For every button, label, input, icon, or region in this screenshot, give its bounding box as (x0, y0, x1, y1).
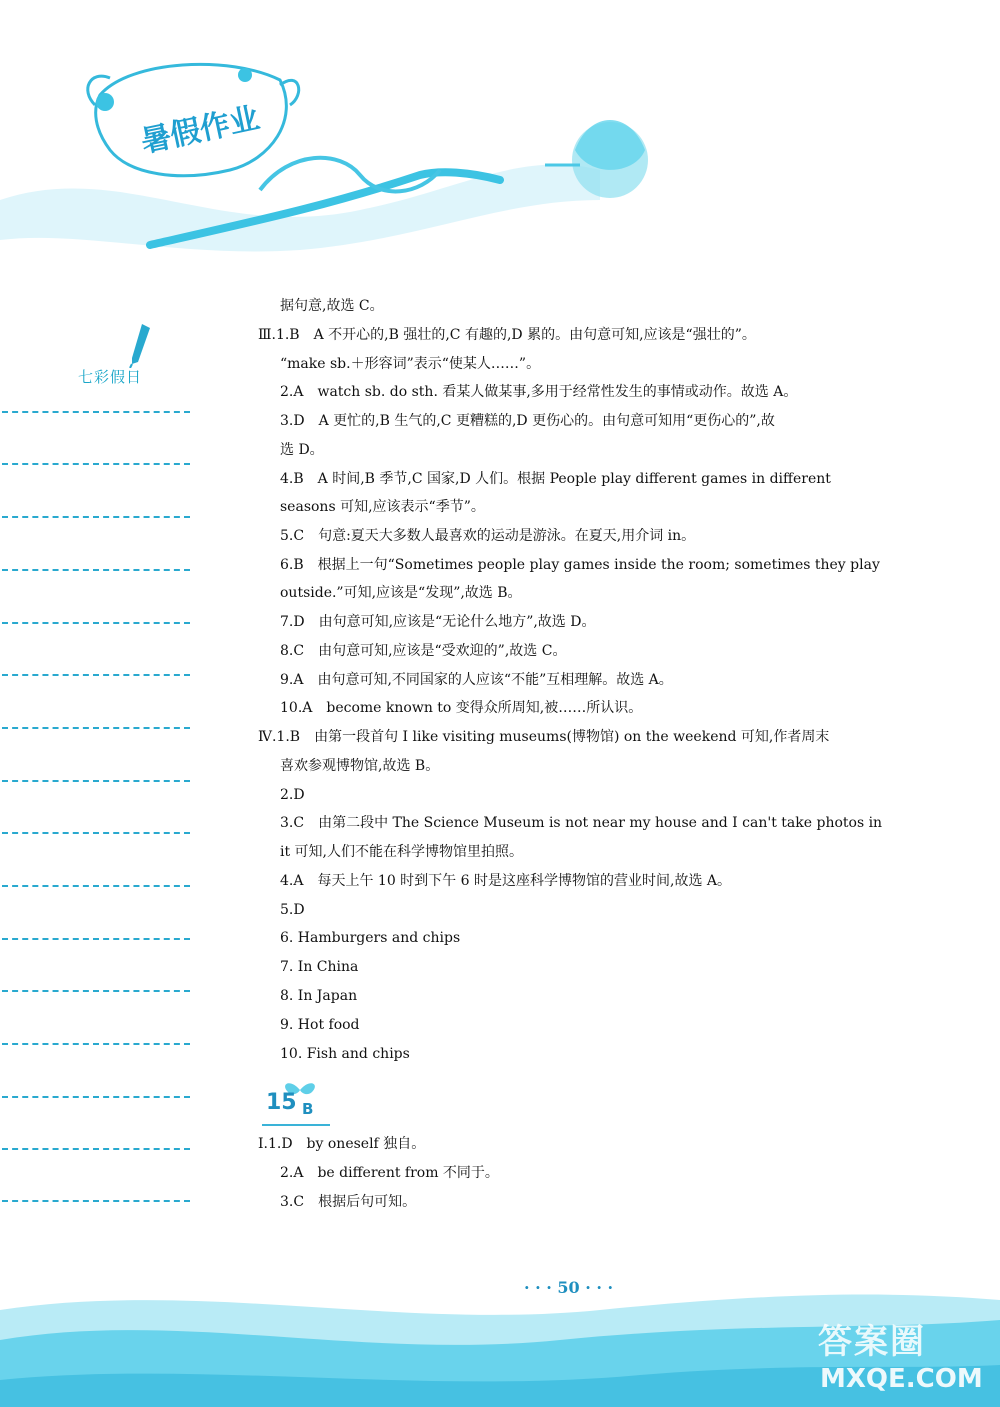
note-line (2, 674, 190, 676)
note-line (2, 569, 190, 571)
page-number: · · · 50 · · · (524, 1278, 614, 1297)
answer-line: 2.A be different from 不同于。 (280, 1165, 499, 1181)
lesson-underline (262, 1124, 330, 1126)
pen-icon (128, 322, 152, 368)
answer-line: 7. In China (280, 959, 359, 975)
header-badge-text: 暑假作业 (137, 100, 263, 160)
answer-line: 10. Fish and chips (280, 1046, 410, 1062)
sidebar-title: 七彩假日 (78, 368, 143, 386)
answer-line: 4.B A 时间,B 季节,C 国家,D 人们。根据 People play different games in different (280, 471, 831, 487)
answer-line: “make sb.＋形容词”表示“使某人……”。 (280, 356, 541, 372)
note-line (2, 832, 190, 834)
answer-line: 3.C 根据后句可知。 (280, 1194, 417, 1210)
note-line (2, 463, 190, 465)
note-line (2, 727, 190, 729)
answer-line: Ⅰ.1.D by oneself 独自。 (258, 1136, 426, 1152)
answer-line: 5.C 句意:夏天大多数人最喜欢的运动是游泳。在夏天,用介词 in。 (280, 528, 696, 544)
lesson-letter: B (302, 1100, 314, 1118)
answer-line: 喜欢参观博物馆,故选 B。 (280, 758, 440, 774)
note-line (2, 990, 190, 992)
answer-line: outside.”可知,应该是“发现”,故选 B。 (280, 585, 522, 601)
answer-line: 5.D (280, 902, 305, 918)
answer-line: Ⅳ.1.B 由第一段首句 I like visiting museums(博物馆) on the weekend 可知,作者周末 (258, 729, 830, 745)
answer-line: 8. In Japan (280, 988, 358, 1004)
answer-line: 据句意,故选 C。 (280, 298, 384, 314)
answer-line: 4.A 每天上午 10 时到下午 6 时是这座科学博物馆的营业时间,故选 A。 (280, 873, 731, 889)
answer-line: 10.A become known to 变得众所周知,被……所认识。 (280, 700, 643, 716)
note-line (2, 780, 190, 782)
answer-line: 3.C 由第二段中 The Science Museum is not near my house and I can't take photos in (280, 815, 883, 831)
answer-line: 7.D 由句意可知,应该是“无论什么地方”,故选 D。 (280, 614, 596, 630)
lesson-number: 15 (266, 1090, 297, 1115)
note-line (2, 1096, 190, 1098)
header-banner (0, 0, 1000, 260)
note-line (2, 516, 190, 518)
note-line (2, 622, 190, 624)
sidebar (0, 310, 200, 1230)
answer-line: 选 D。 (280, 442, 324, 458)
answer-line: 3.D A 更忙的,B 生气的,C 更糟糕的,D 更伤心的。由句意可知用“更伤心的”,故 (280, 413, 775, 429)
answer-line: 2.D (280, 787, 305, 803)
note-line (2, 1200, 190, 1202)
watermark-url: MXQE.COM (820, 1364, 983, 1394)
watermark-logo: 答案圈 (818, 1322, 926, 1362)
note-line (2, 1148, 190, 1150)
answer-line: 6. Hamburgers and chips (280, 930, 461, 946)
note-line (2, 885, 190, 887)
answer-line: Ⅲ.1.B A 不开心的,B 强壮的,C 有趣的,D 累的。由句意可知,应该是“强壮的”。 (258, 327, 756, 343)
answer-line: seasons 可知,应该表示“季节”。 (280, 499, 485, 515)
answer-line: 9.A 由句意可知,不同国家的人应该“不能”互相理解。故选 A。 (280, 672, 673, 688)
note-line (2, 411, 190, 413)
answer-line: 2.A watch sb. do sth. 看某人做某事,多用于经常性发生的事情或动作。故选 A。 (280, 384, 798, 400)
answer-line: 9. Hot food (280, 1017, 360, 1033)
answer-line: it 可知,人们不能在科学博物馆里拍照。 (280, 844, 524, 860)
note-line (2, 938, 190, 940)
answer-line: 8.C 由句意可知,应该是“受欢迎的”,故选 C。 (280, 643, 567, 659)
answer-line: 6.B 根据上一句“Sometimes people play games inside the room; sometimes they play (280, 557, 880, 573)
note-line (2, 1043, 190, 1045)
